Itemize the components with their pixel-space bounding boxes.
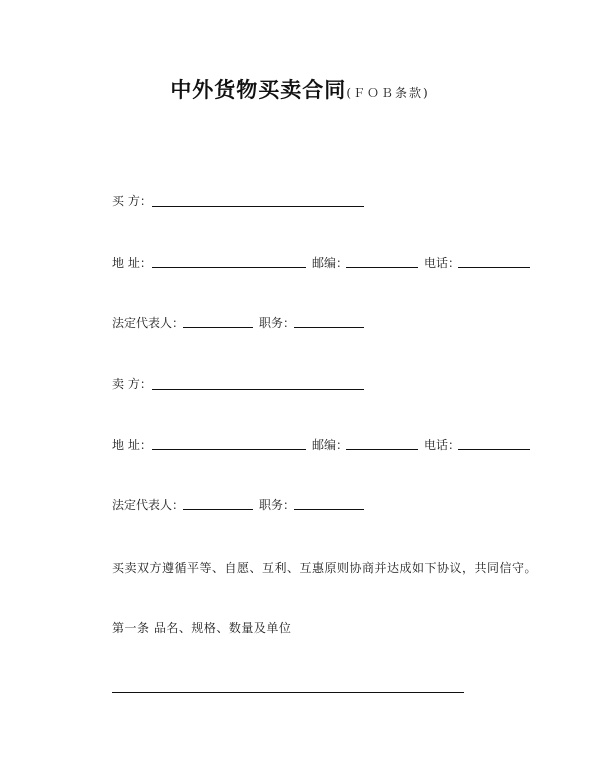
buyer-address-label: 地 址： [112,256,152,270]
buyer-phone-blank[interactable] [458,267,530,268]
seller-postcode-blank[interactable] [346,449,418,450]
seller-position-blank[interactable] [294,509,364,510]
preamble-paragraph: 买卖双方遵循平等、自愿、互利、互惠原则协商并达成如下协议，共同信守。 [112,561,538,575]
buyer-representative-blank[interactable] [183,327,253,328]
seller-address-label: 地 址： [112,438,152,452]
seller-address-blank[interactable] [152,449,306,450]
buyer-party-label: 买 方： [112,194,152,208]
buyer-postcode-blank[interactable] [346,267,418,268]
buyer-position-blank[interactable] [294,327,364,328]
document-title [0,74,600,104]
title-suffix: (ＦＯＢ条款) [346,86,430,100]
clause-1-content-blank[interactable] [112,692,464,693]
title-main: 中外货物买卖合同 [170,78,347,102]
buyer-name-blank[interactable] [152,206,364,207]
seller-name-blank[interactable] [152,389,364,390]
seller-party-label: 卖 方： [112,377,152,391]
seller-postcode-label: 邮编： [312,438,349,452]
buyer-representative-label: 法定代表人： [112,316,185,330]
seller-phone-label: 电话： [424,438,461,452]
clause-heading: 第一条 品名、规格、数量及单位 [112,621,292,635]
seller-representative-blank[interactable] [183,509,253,510]
buyer-address-blank[interactable] [152,267,306,268]
seller-position-label: 职务： [259,498,296,512]
seller-representative-label: 法定代表人： [112,498,185,512]
buyer-phone-label: 电话： [424,256,461,270]
buyer-postcode-label: 邮编： [312,256,349,270]
buyer-position-label: 职务： [259,316,296,330]
seller-phone-blank[interactable] [458,449,530,450]
